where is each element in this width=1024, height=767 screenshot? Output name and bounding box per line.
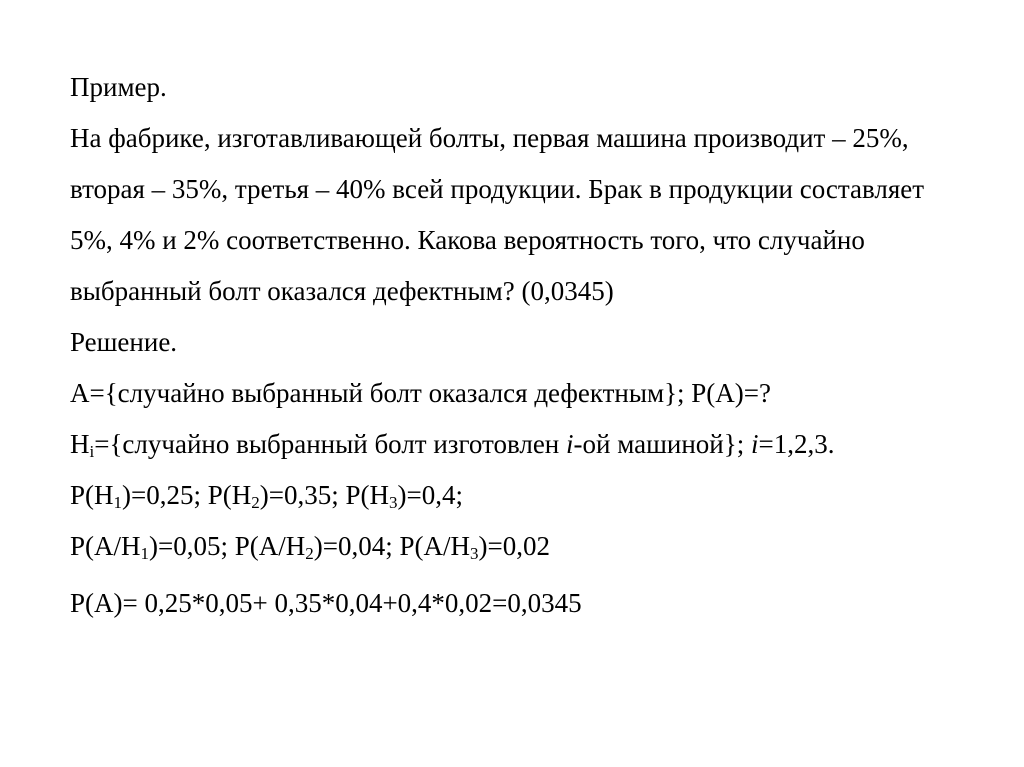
cond-1-post: )=0,05; P(A/H [149,531,306,561]
hypothesis-range: =1,2,3. [758,429,835,459]
prior-1-pre: P(H [70,480,114,510]
prior-3-sub: 3 [388,493,398,512]
cond-1-pre: P(A/H [70,531,141,561]
hypothesis-text-1: ={случайно выбранный болт изготовлен [94,429,566,459]
hypotheses-definition [70,419,970,470]
cond-2-post: )=0,04; P(A/H [313,531,470,561]
prior-3-post: )=0,4; [397,480,463,510]
prior-1-sub: 1 [113,493,123,512]
total-probability-result: P(A)= 0,25*0,05+ 0,35*0,04+0,4*0,02=0,0345 [70,588,582,618]
prior-2-sub: 2 [251,493,260,512]
prior-probabilities [70,470,970,521]
problem-line-3: 5%, 4% и 2% соответственно. Какова вероятность того, что случайно [70,225,865,255]
hypothesis-symbol: H [70,429,90,459]
hypothesis-index: i [566,429,574,459]
example-heading: Пример. [70,72,167,102]
cond-1-sub: 1 [140,544,150,563]
event-a-definition: A={случайно выбранный болт оказался дефектным}; P(A)=? [70,378,771,408]
hypothesis-index-2: i [750,429,759,459]
prior-2-post: )=0,35; P(H [259,480,389,510]
solution-heading: Решение. [70,327,178,357]
hypothesis-text-2: -ой машиной}; [573,429,751,459]
cond-3-sub: 3 [469,544,479,563]
cond-3-post: )=0,02 [478,531,550,561]
slide-content [70,62,970,629]
prior-1-post: )=0,25; P(H [122,480,252,510]
problem-line-1: На фабрике, изготавливающей болты, первая машина производит – 25%, [70,123,909,153]
hypothesis-subscript: i [89,442,95,461]
problem-line-2: вторая – 35%, третья – 40% всей продукции. Брак в продукции составляет [70,174,925,204]
problem-line-4: выбранный болт оказался дефектным? (0,0345) [70,276,614,306]
conditional-probabilities [70,521,970,572]
cond-2-sub: 2 [305,544,314,563]
